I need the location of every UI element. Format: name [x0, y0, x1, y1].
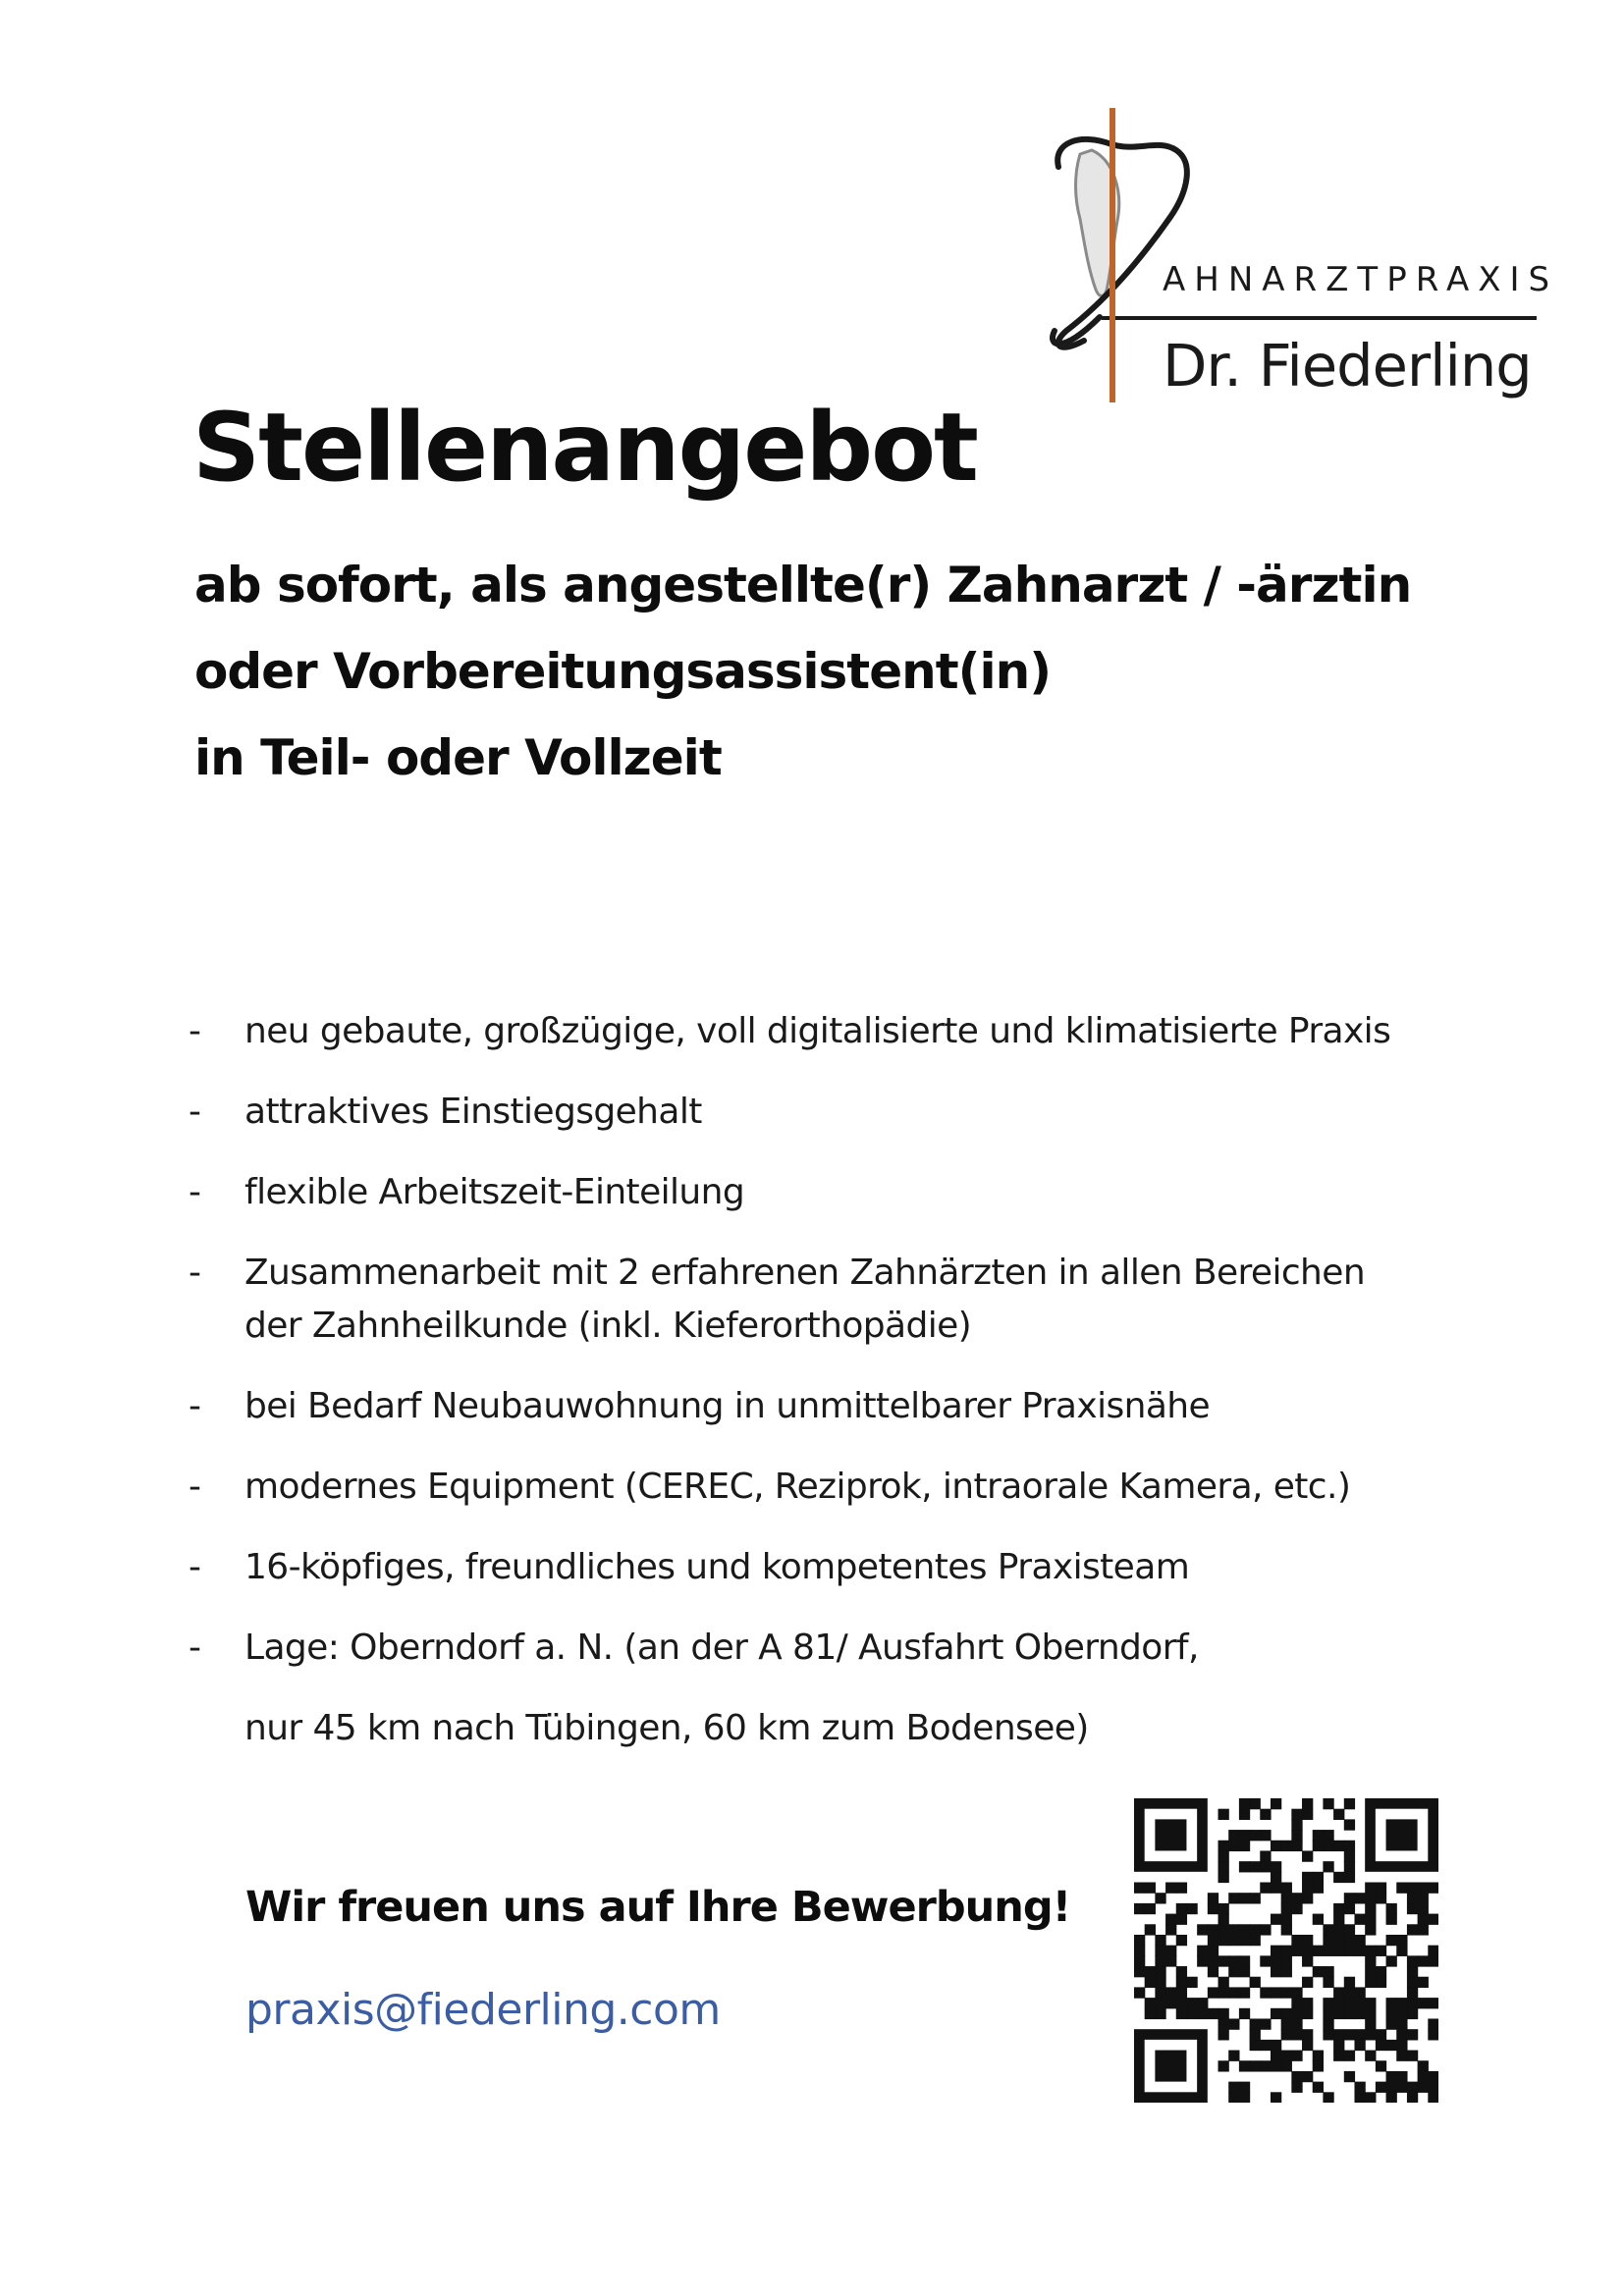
- benefits-list: [189, 1005, 1465, 1783]
- bullet-dash: -: [189, 1172, 201, 1212]
- benefit-item: [189, 1086, 1465, 1139]
- subheading-line: ab sofort, als angestellte(r) Zahnarzt / -ärztin: [194, 557, 1412, 614]
- bullet-dash: -: [189, 1253, 201, 1293]
- closing-statement: Wir freuen uns auf Ihre Bewerbung!: [245, 1883, 1071, 1932]
- bullet-dash: -: [189, 1628, 201, 1668]
- benefit-item: [189, 1005, 1465, 1058]
- logo-doctor-name: Dr. Fiederling: [1163, 332, 1532, 400]
- subheading-line: in Teil- oder Vollzeit: [194, 729, 722, 786]
- benefit-item: [189, 1541, 1465, 1594]
- qr-code: [1134, 1798, 1438, 2103]
- benefit-text-continued: der Zahnheilkunde (inkl. Kieferorthopädie): [244, 1306, 972, 1346]
- practice-logo: [1041, 103, 1559, 407]
- bullet-dash: -: [189, 1011, 201, 1051]
- email-link[interactable]: praxis@fiederling.com: [245, 1985, 721, 2035]
- benefit-item: [189, 1622, 1465, 1755]
- benefit-item: [189, 1247, 1465, 1353]
- benefit-text: 16-köpfiges, freundliches und kompetentes Praxisteam: [244, 1547, 1190, 1587]
- bullet-dash: -: [189, 1386, 201, 1426]
- benefit-item: [189, 1461, 1465, 1514]
- benefit-text: Lage: Oberndorf a. N. (an der A 81/ Ausfahrt Oberndorf,: [244, 1628, 1199, 1668]
- logo-practice-label: AHNARZTPRAXIS: [1163, 260, 1559, 299]
- benefit-text: neu gebaute, großzügige, voll digitalisierte und klimatisierte Praxis: [244, 1011, 1391, 1051]
- bullet-dash: -: [189, 1092, 201, 1132]
- position-description: [194, 542, 1411, 801]
- benefit-item: [189, 1166, 1465, 1219]
- bullet-dash: -: [189, 1467, 201, 1507]
- page-title: Stellenangebot: [192, 393, 977, 503]
- subheading-line: oder Vorbereitungsassistent(in): [194, 643, 1052, 700]
- qr-code-icon: [1134, 1798, 1438, 2103]
- benefit-text: modernes Equipment (CEREC, Reziprok, intraorale Kamera, etc.): [244, 1467, 1351, 1507]
- benefit-item: [189, 1380, 1465, 1433]
- benefit-text-continued: nur 45 km nach Tübingen, 60 km zum Bodensee): [244, 1708, 1089, 1748]
- bullet-dash: -: [189, 1547, 201, 1587]
- benefit-text: attraktives Einstiegsgehalt: [244, 1092, 702, 1132]
- benefit-text: bei Bedarf Neubauwohnung in unmittelbarer Praxisnähe: [244, 1386, 1211, 1426]
- benefit-text: flexible Arbeitszeit-Einteilung: [244, 1172, 745, 1212]
- benefit-text: Zusammenarbeit mit 2 erfahrenen Zahnärzten in allen Bereichen: [244, 1253, 1366, 1293]
